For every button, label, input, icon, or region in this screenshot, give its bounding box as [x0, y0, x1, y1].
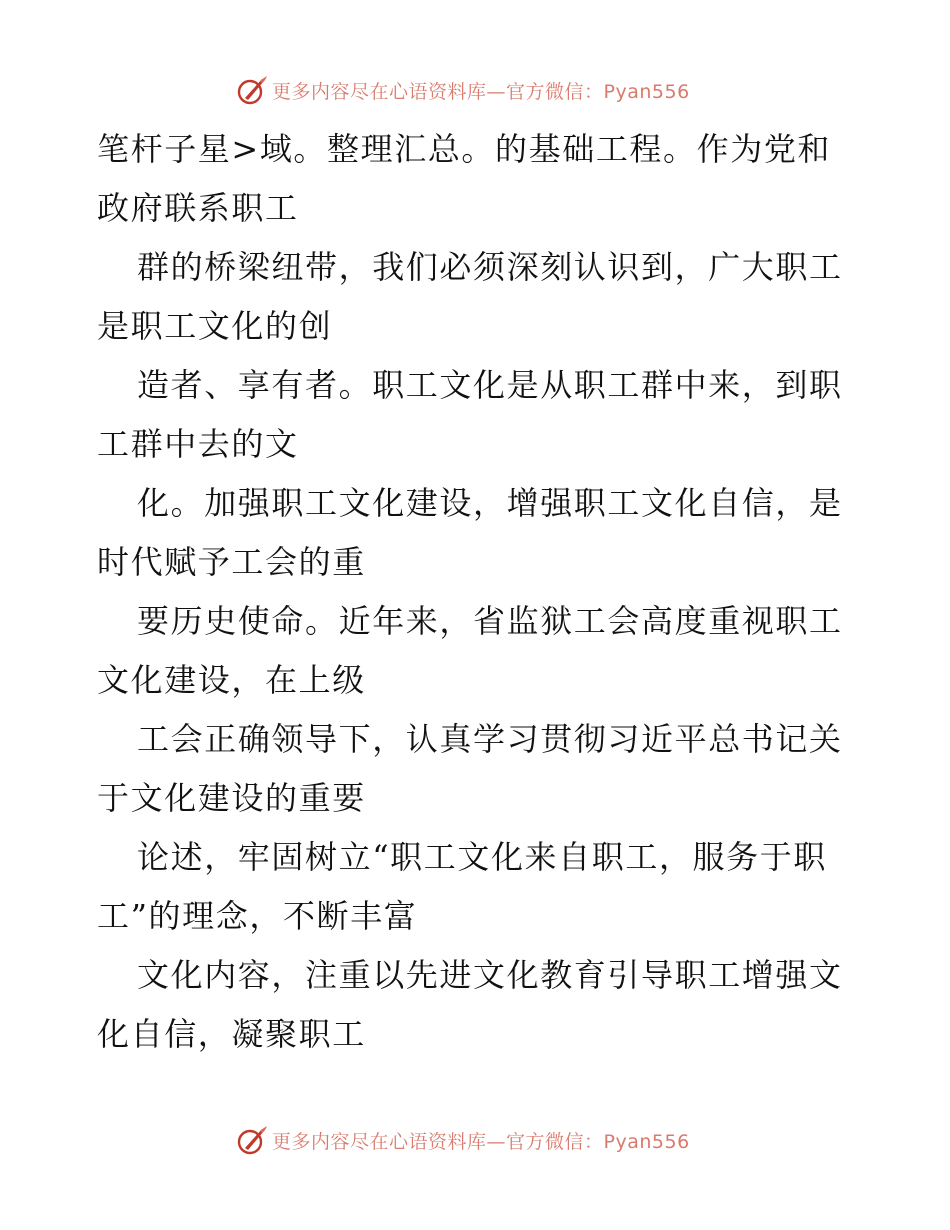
footer-watermark [236, 1123, 690, 1157]
text-line: 要历史使命。近年来，省监狱工会高度重视职工 [137, 602, 843, 640]
text-line: 工会正确领导下，认真学习贯彻习近平总书记关 [137, 720, 843, 758]
document-body [97, 120, 867, 1064]
text-line: 群的桥梁纽带，我们必须深刻认识到，广大职工 [137, 248, 843, 286]
text-line: 时代赋予工会的重 [97, 543, 366, 581]
watermark-text: 更多内容尽在心语资料库—官方微信：Pyan556 [272, 1130, 690, 1153]
quill-logo-icon [236, 74, 268, 106]
text-line: 是职工文化的创 [97, 307, 333, 345]
text-line: 化。加强职工文化建设，增强职工文化自信，是 [137, 484, 843, 522]
watermark-text: 更多内容尽在心语资料库—官方微信：Pyan556 [272, 80, 690, 103]
text-line: 笔杆子星>域。整理汇总。的基础工程。作为党和 [97, 130, 832, 168]
text-line: 工群中去的文 [97, 425, 299, 463]
text-line: 文化建设，在上级 [97, 661, 366, 699]
text-line: 造者、享有者。职工文化是从职工群中来，到职 [137, 366, 843, 404]
text-line: 化自信，凝聚职工 [97, 1015, 366, 1053]
header-watermark [236, 73, 690, 107]
text-line: 政府联系职工 [97, 189, 299, 227]
text-line: 于文化建设的重要 [97, 779, 366, 817]
text-line: 工”的理念，不断丰富 [97, 897, 418, 935]
text-line: 文化内容，注重以先进文化教育引导职工增强文 [137, 956, 843, 994]
text-line: 论述，牢固树立“职工文化来自职工，服务于职 [137, 838, 827, 876]
quill-logo-icon [236, 1124, 268, 1156]
